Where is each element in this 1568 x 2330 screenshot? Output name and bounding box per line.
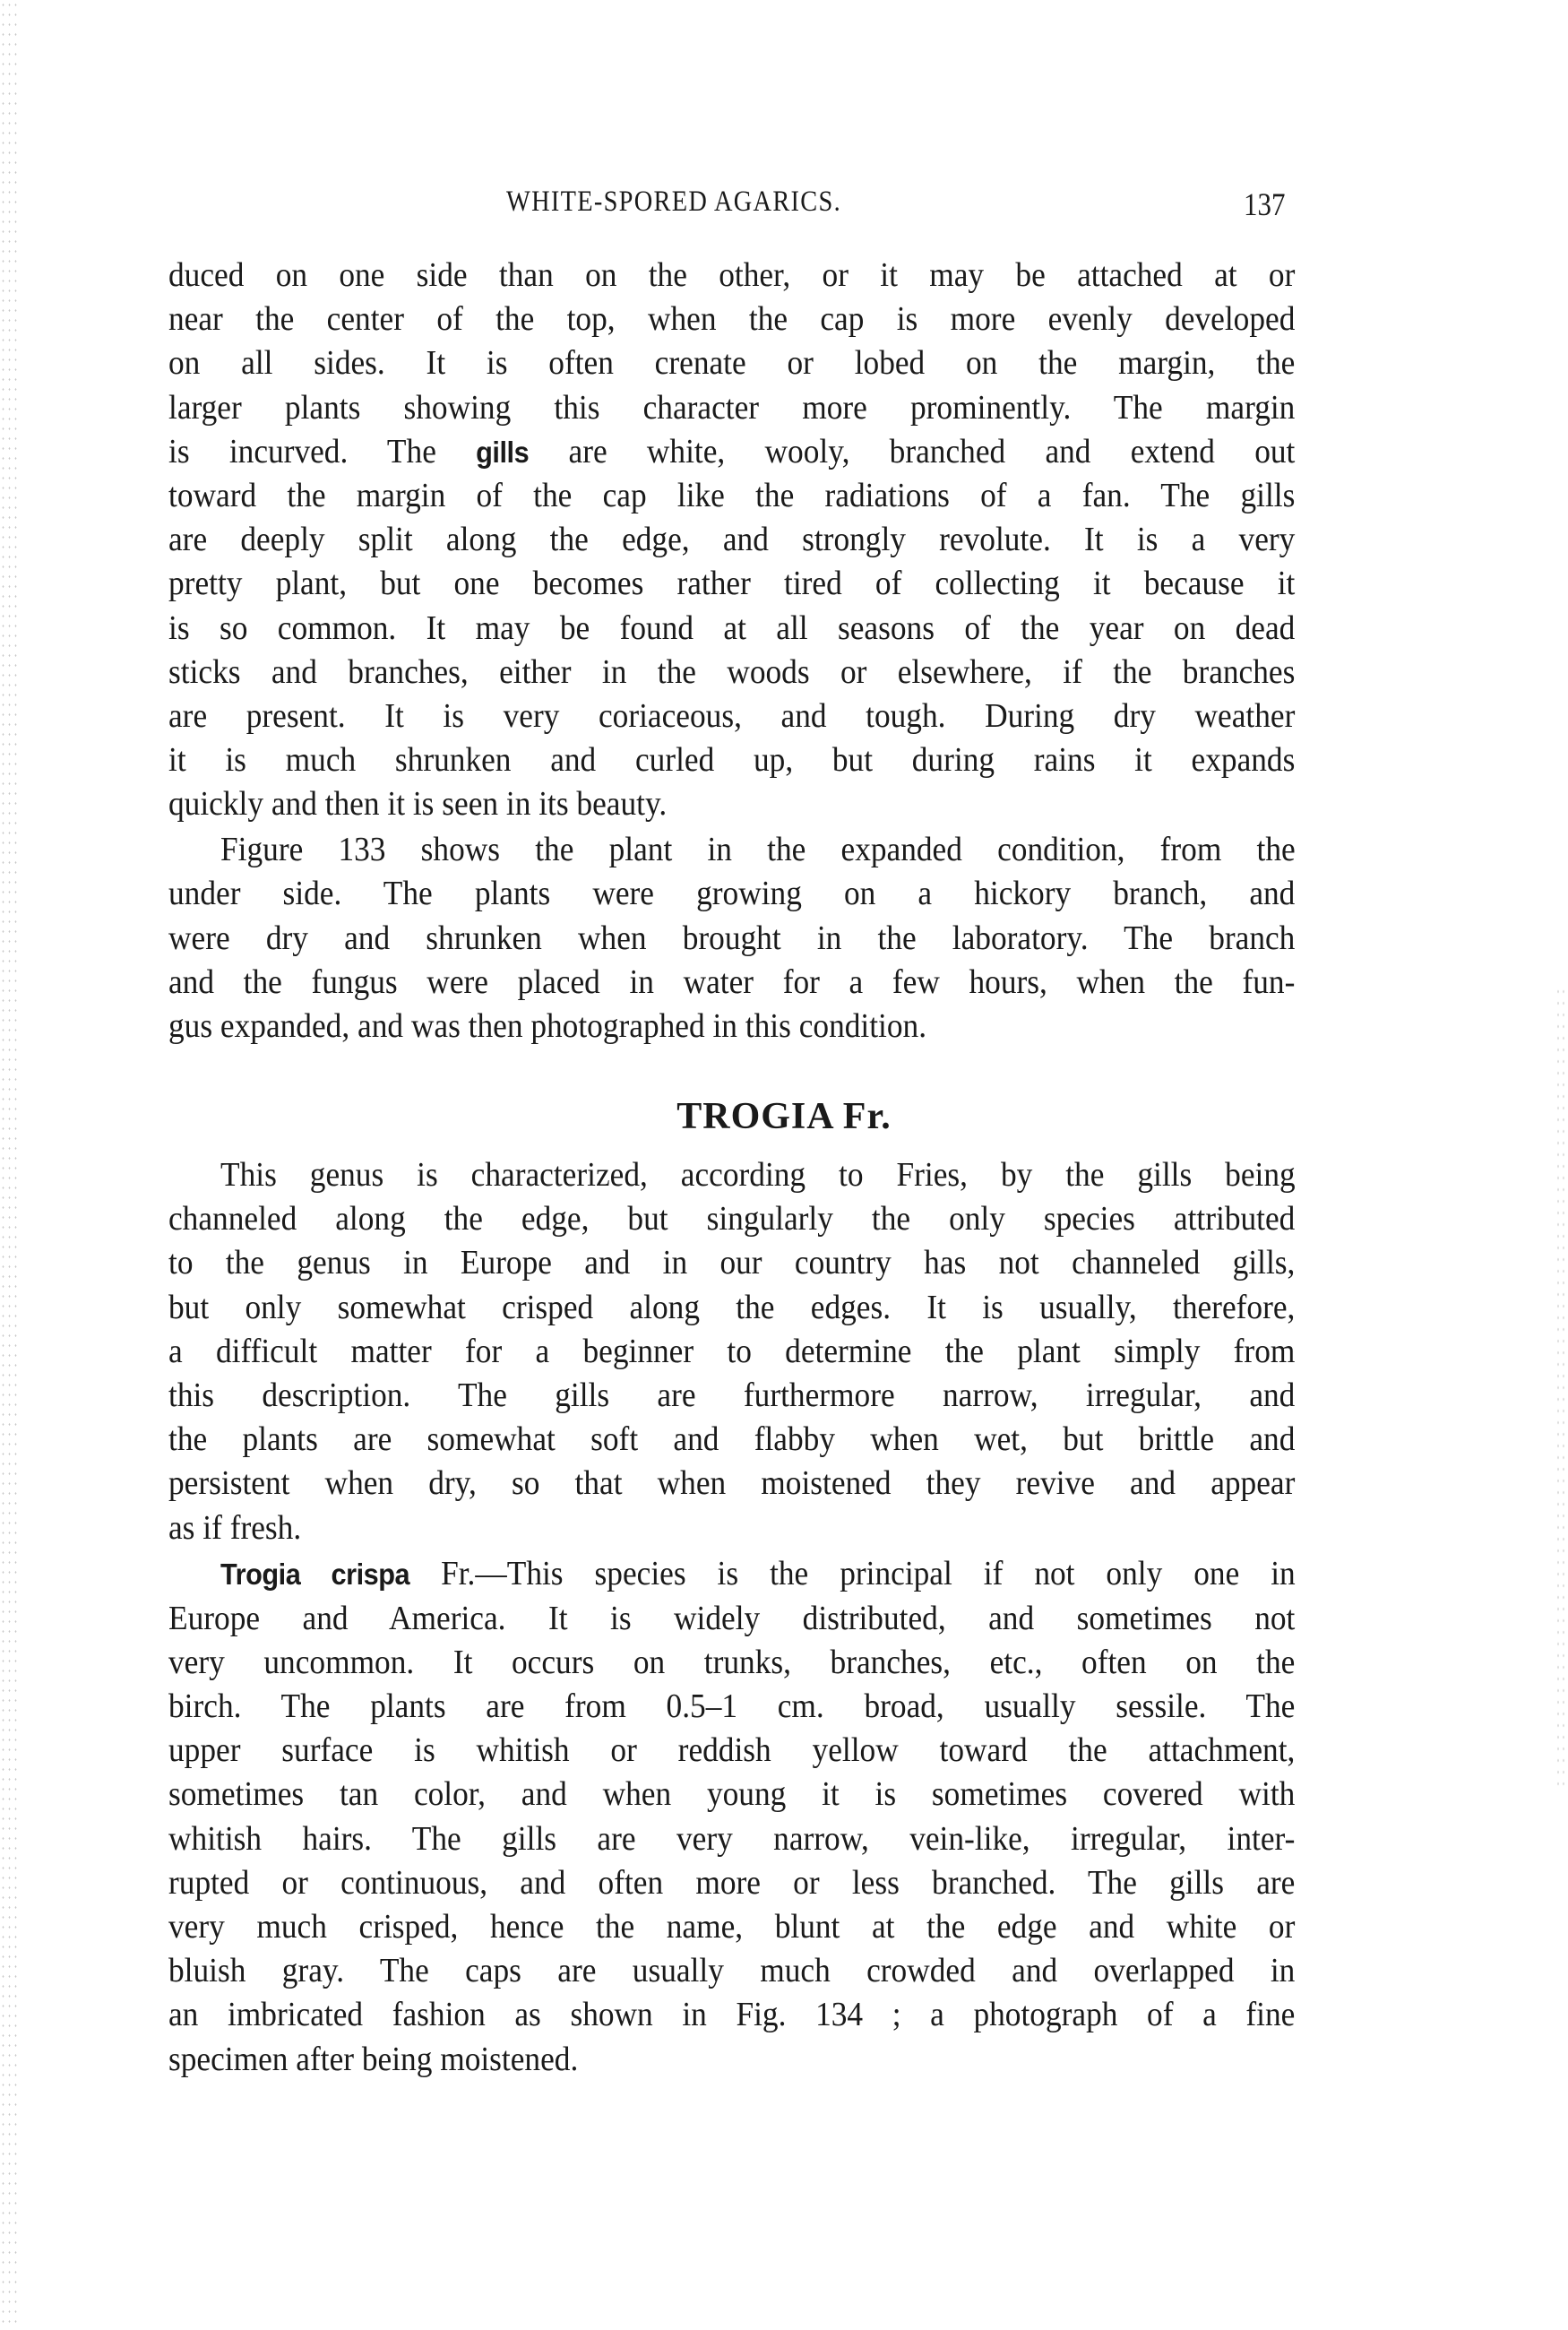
text-line: very uncommon. It occurs on trunks, branches, etc., often on the <box>168 1644 1296 1681</box>
text-line: persistent when dry, so that when moistened they revive and appear <box>168 1464 1296 1502</box>
bold-term: gills <box>476 436 530 469</box>
text-line: are present. It is very coriaceous, and tough. During dry weather <box>168 697 1296 735</box>
text-line: is so common. It may be found at all seasons of the year on dead <box>168 609 1296 647</box>
text-line: gus expanded, and was then photographed in this condition. <box>168 1007 927 1045</box>
text-line: but only somewhat crisped along the edges. It is usually, therefore, <box>168 1289 1296 1326</box>
text-line: to the genus in Europe and in our country has not channeled gills, <box>168 1244 1296 1282</box>
text-line: very much crisped, hence the name, blunt at the edge and white or <box>168 1908 1296 1946</box>
text-line: Figure 133 shows the plant in the expanded condition, from the <box>220 831 1296 868</box>
text-line: as if fresh. <box>168 1509 302 1547</box>
text-line: rupted or continuous, and often more or less branched. The gills are <box>168 1864 1296 1902</box>
text-line: an imbricated fashion as shown in Fig. 134 ; a photograph of a fine <box>168 1996 1296 2033</box>
text-line: it is much shrunken and curled up, but during rains it expands <box>168 741 1296 779</box>
text-line: is incurved. The gills are white, wooly, branched and extend out <box>168 433 1296 470</box>
text-line: sometimes tan color, and when young it is sometimes covered with <box>168 1775 1296 1813</box>
text-line: pretty plant, but one becomes rather tired of collecting it because it <box>168 565 1296 602</box>
text-line: quickly and then it is seen in its beauty. <box>168 785 668 823</box>
running-title: WHITE-SPORED AGARICS. <box>506 186 841 218</box>
text-line: This genus is characterized, according to Fries, by the gills being <box>220 1156 1296 1194</box>
text-line: toward the margin of the cap like the radiations of a fan. The gills <box>168 477 1296 514</box>
text-line: are deeply split along the edge, and strongly revolute. It is a very <box>168 521 1296 558</box>
bold-term: Trogia crispa <box>220 1558 410 1591</box>
text-line: near the center of the top, when the cap is more evenly developed <box>168 300 1296 338</box>
text-line: specimen after being moistened. <box>168 2041 579 2078</box>
text-line: channeled along the edge, but singularly the only species attributed <box>168 1200 1296 1238</box>
text-line: were dry and shrunken when brought in the laboratory. The branch <box>168 919 1296 957</box>
text-line: whitish hairs. The gills are very narrow, vein-like, irregular, inter- <box>168 1820 1296 1858</box>
text-line: this description. The gills are furthermore narrow, irregular, and <box>168 1376 1296 1414</box>
text-line: and the fungus were placed in water for a few hours, when the fun- <box>168 963 1296 1001</box>
text-line: larger plants showing this character more prominently. The margin <box>168 389 1296 427</box>
text-line: the plants are somewhat soft and flabby when wet, but brittle and <box>168 1420 1296 1458</box>
text-line: on all sides. It is often crenate or lobed on the margin, the <box>168 344 1296 382</box>
text-line: birch. The plants are from 0.5–1 cm. broad, usually sessile. The <box>168 1687 1296 1725</box>
text-line: upper surface is whitish or reddish yellow toward the attachment, <box>168 1731 1296 1769</box>
page-number: 137 <box>1244 186 1286 222</box>
running-head <box>0 186 1568 230</box>
text-line: under side. The plants were growing on a hickory branch, and <box>168 875 1296 912</box>
scan-edge-noise-left <box>0 0 20 2330</box>
text-line: a difficult matter for a beginner to determine the plant simply from <box>168 1333 1296 1370</box>
text-line: duced on one side than on the other, or it may be attached at or <box>168 256 1296 294</box>
text-line: sticks and branches, either in the woods or elsewhere, if the branches <box>168 653 1296 691</box>
text-line: Europe and America. It is widely distributed, and sometimes not <box>168 1600 1296 1637</box>
section-heading: TROGIA Fr. <box>676 1096 892 1137</box>
text-line: Trogia crispa Fr.—This species is the principal if not only one in <box>220 1555 1296 1592</box>
text-line: bluish gray. The caps are usually much crowded and overlapped in <box>168 1952 1296 1989</box>
